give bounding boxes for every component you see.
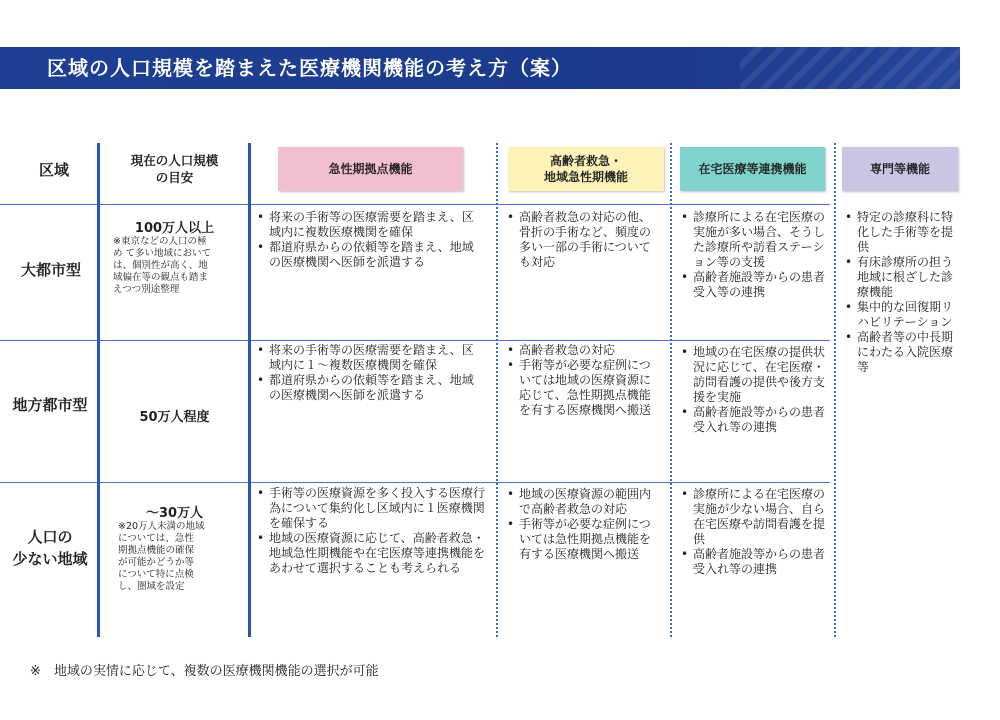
- header-specialty-box: [842, 147, 958, 191]
- row1-population-note: [113, 236, 243, 296]
- divider-population: [248, 143, 251, 637]
- row1-region: [8, 259, 94, 281]
- list-item: • 地域の在宅医療の提供状況に応じて、在宅医療・訪問看護の提供や後方支援を実施: [679, 345, 829, 405]
- title-banner: [0, 47, 960, 89]
- header-elderly-line2: 地域急性期機能: [543, 170, 628, 184]
- row3-elderly: [505, 487, 657, 562]
- header-region: 区域: [38, 161, 69, 179]
- row2-homecare: [679, 345, 829, 435]
- list-item: • 手術等の医療資源を多く投入する医療行為について集約化し区域内に１医療機関を確保する: [255, 486, 485, 531]
- list-item: • 将来の手術等の医療需要を踏まえ、区域内に１～複数医療機関を確保: [255, 343, 485, 373]
- grid-line-top: [0, 204, 830, 205]
- list-item: • 手術等が必要な症例については地域の医療資源に応じて、急性期拠点機能を有する医療機関へ搬送: [505, 358, 657, 418]
- header-population: [102, 152, 247, 186]
- header-population-line2: の目安: [155, 170, 194, 185]
- row2-acute: [255, 343, 485, 403]
- list-item: • 高齢者施設等からの患者受入等の連携: [679, 270, 829, 300]
- row1-acute: [255, 210, 485, 270]
- header-acute-box: [278, 147, 463, 191]
- list-item: • 地域の医療資源に応じて、高齢者救急・地域急性期機能や在宅医療等連携機能をあわせて選択することも考えられる: [255, 531, 485, 576]
- header-homecare: 在宅医療等連携機能: [698, 162, 807, 176]
- divider-elderly: [670, 143, 672, 637]
- list-item: • 高齢者救急の対応: [505, 343, 657, 358]
- divider-homecare: [834, 143, 836, 637]
- row1-note-line: えつつ別途整理: [113, 284, 180, 295]
- list-item: • 高齢者救急の対応の他、骨折の手術など、頻度の多い一部の手術についても対応: [505, 210, 657, 270]
- row2-region-line1: 地方都市型: [12, 396, 88, 414]
- row1-population: 100万人以上: [134, 221, 215, 236]
- row1-region-line1: 大都市型: [20, 261, 81, 279]
- page-title: 区域の人口規模を踏まえた医療機関機能の考え方（案）: [47, 56, 572, 80]
- list-item: • 高齢者等の中長期にわたる入院医療 等: [843, 330, 957, 375]
- specialty-list: [843, 210, 978, 375]
- list-item: • 特定の診療科に特化した手術等を提供: [843, 210, 957, 255]
- list-item: • 都道府県からの依頼等を踏まえ、地域の医療機関へ医師を派遣する: [255, 373, 485, 403]
- header-acute: 急性期拠点機能: [328, 162, 413, 176]
- divider-region: [97, 143, 100, 637]
- row3-note-line: については、急性: [118, 533, 194, 544]
- row3-acute: [255, 486, 485, 576]
- row3-population-note: [118, 521, 243, 593]
- row1-elderly: [505, 210, 657, 270]
- row1-homecare: [679, 210, 829, 300]
- grid-line-mid1: [0, 340, 830, 341]
- row3-note-line: が可能かどうか等: [118, 557, 195, 568]
- divider-acute: [496, 143, 498, 637]
- header-elderly-box: [508, 147, 664, 191]
- header-homecare-box: [680, 147, 825, 191]
- footnote: ※ 地域の実情に応じて、複数の医療機関機能の選択が可能: [30, 664, 379, 679]
- row2-elderly: [505, 343, 657, 418]
- row2-region: [4, 394, 96, 416]
- row3-note-line: し、圏域を設定: [118, 581, 185, 592]
- row3-homecare: [679, 487, 829, 577]
- grid-line-mid2: [0, 482, 830, 483]
- header-specialty: 専門等機能: [869, 162, 930, 176]
- row3-population: ～30万人: [145, 506, 204, 521]
- list-item: • 集中的な回復期リハビリテーション: [843, 300, 957, 330]
- header-elderly-line1: 高齢者救急・: [549, 154, 622, 168]
- row3-note-line: について特に点検: [118, 569, 194, 580]
- row1-note-line: 域偏在等の観点も踏ま: [113, 272, 209, 283]
- list-item: • 診療所による在宅医療の実施が多い場合、そうした診療所や訪看ステーション等の支援: [679, 210, 829, 270]
- header-population-line1: 現在の人口規模: [130, 153, 219, 168]
- row3-region-line1: 人口の: [27, 528, 73, 546]
- row1-note-line: ※東京などの人口の極: [113, 236, 207, 247]
- list-item: • 地域の医療資源の範囲内で高齢者救急の対応: [505, 487, 657, 517]
- row3-region-line2: 少ない地域: [12, 550, 88, 568]
- row1-note-line: め て多い地域において: [113, 248, 212, 259]
- list-item: • 将来の手術等の医療需要を踏まえ、区域内に複数医療機関を確保: [255, 210, 485, 240]
- list-item: • 高齢者施設等からの患者受入れ等の連携: [679, 547, 829, 577]
- list-item: • 都道府県からの依頼等を踏まえ、地域の医療機関へ医師を派遣する: [255, 240, 485, 270]
- row2-population: 50万人程度: [139, 410, 210, 425]
- list-item: • 高齢者施設等からの患者受入れ等の連携: [679, 405, 829, 435]
- row3-note-line: ※20万人未満の地域: [118, 521, 205, 532]
- list-item: • 手術等が必要な症例については急性期拠点機能を有する医療機関へ搬送: [505, 517, 657, 562]
- row3-note-line: 期拠点機能の確保: [118, 545, 195, 556]
- list-item: • 有床診療所の担う地域に根ざした診療機能: [843, 255, 957, 300]
- row3-region: [4, 526, 96, 570]
- list-item: • 診療所による在宅医療の実施が少ない場合、自ら在宅医療や訪問看護を提供: [679, 487, 829, 547]
- row1-note-line: は、個別性が高く、地: [113, 260, 208, 271]
